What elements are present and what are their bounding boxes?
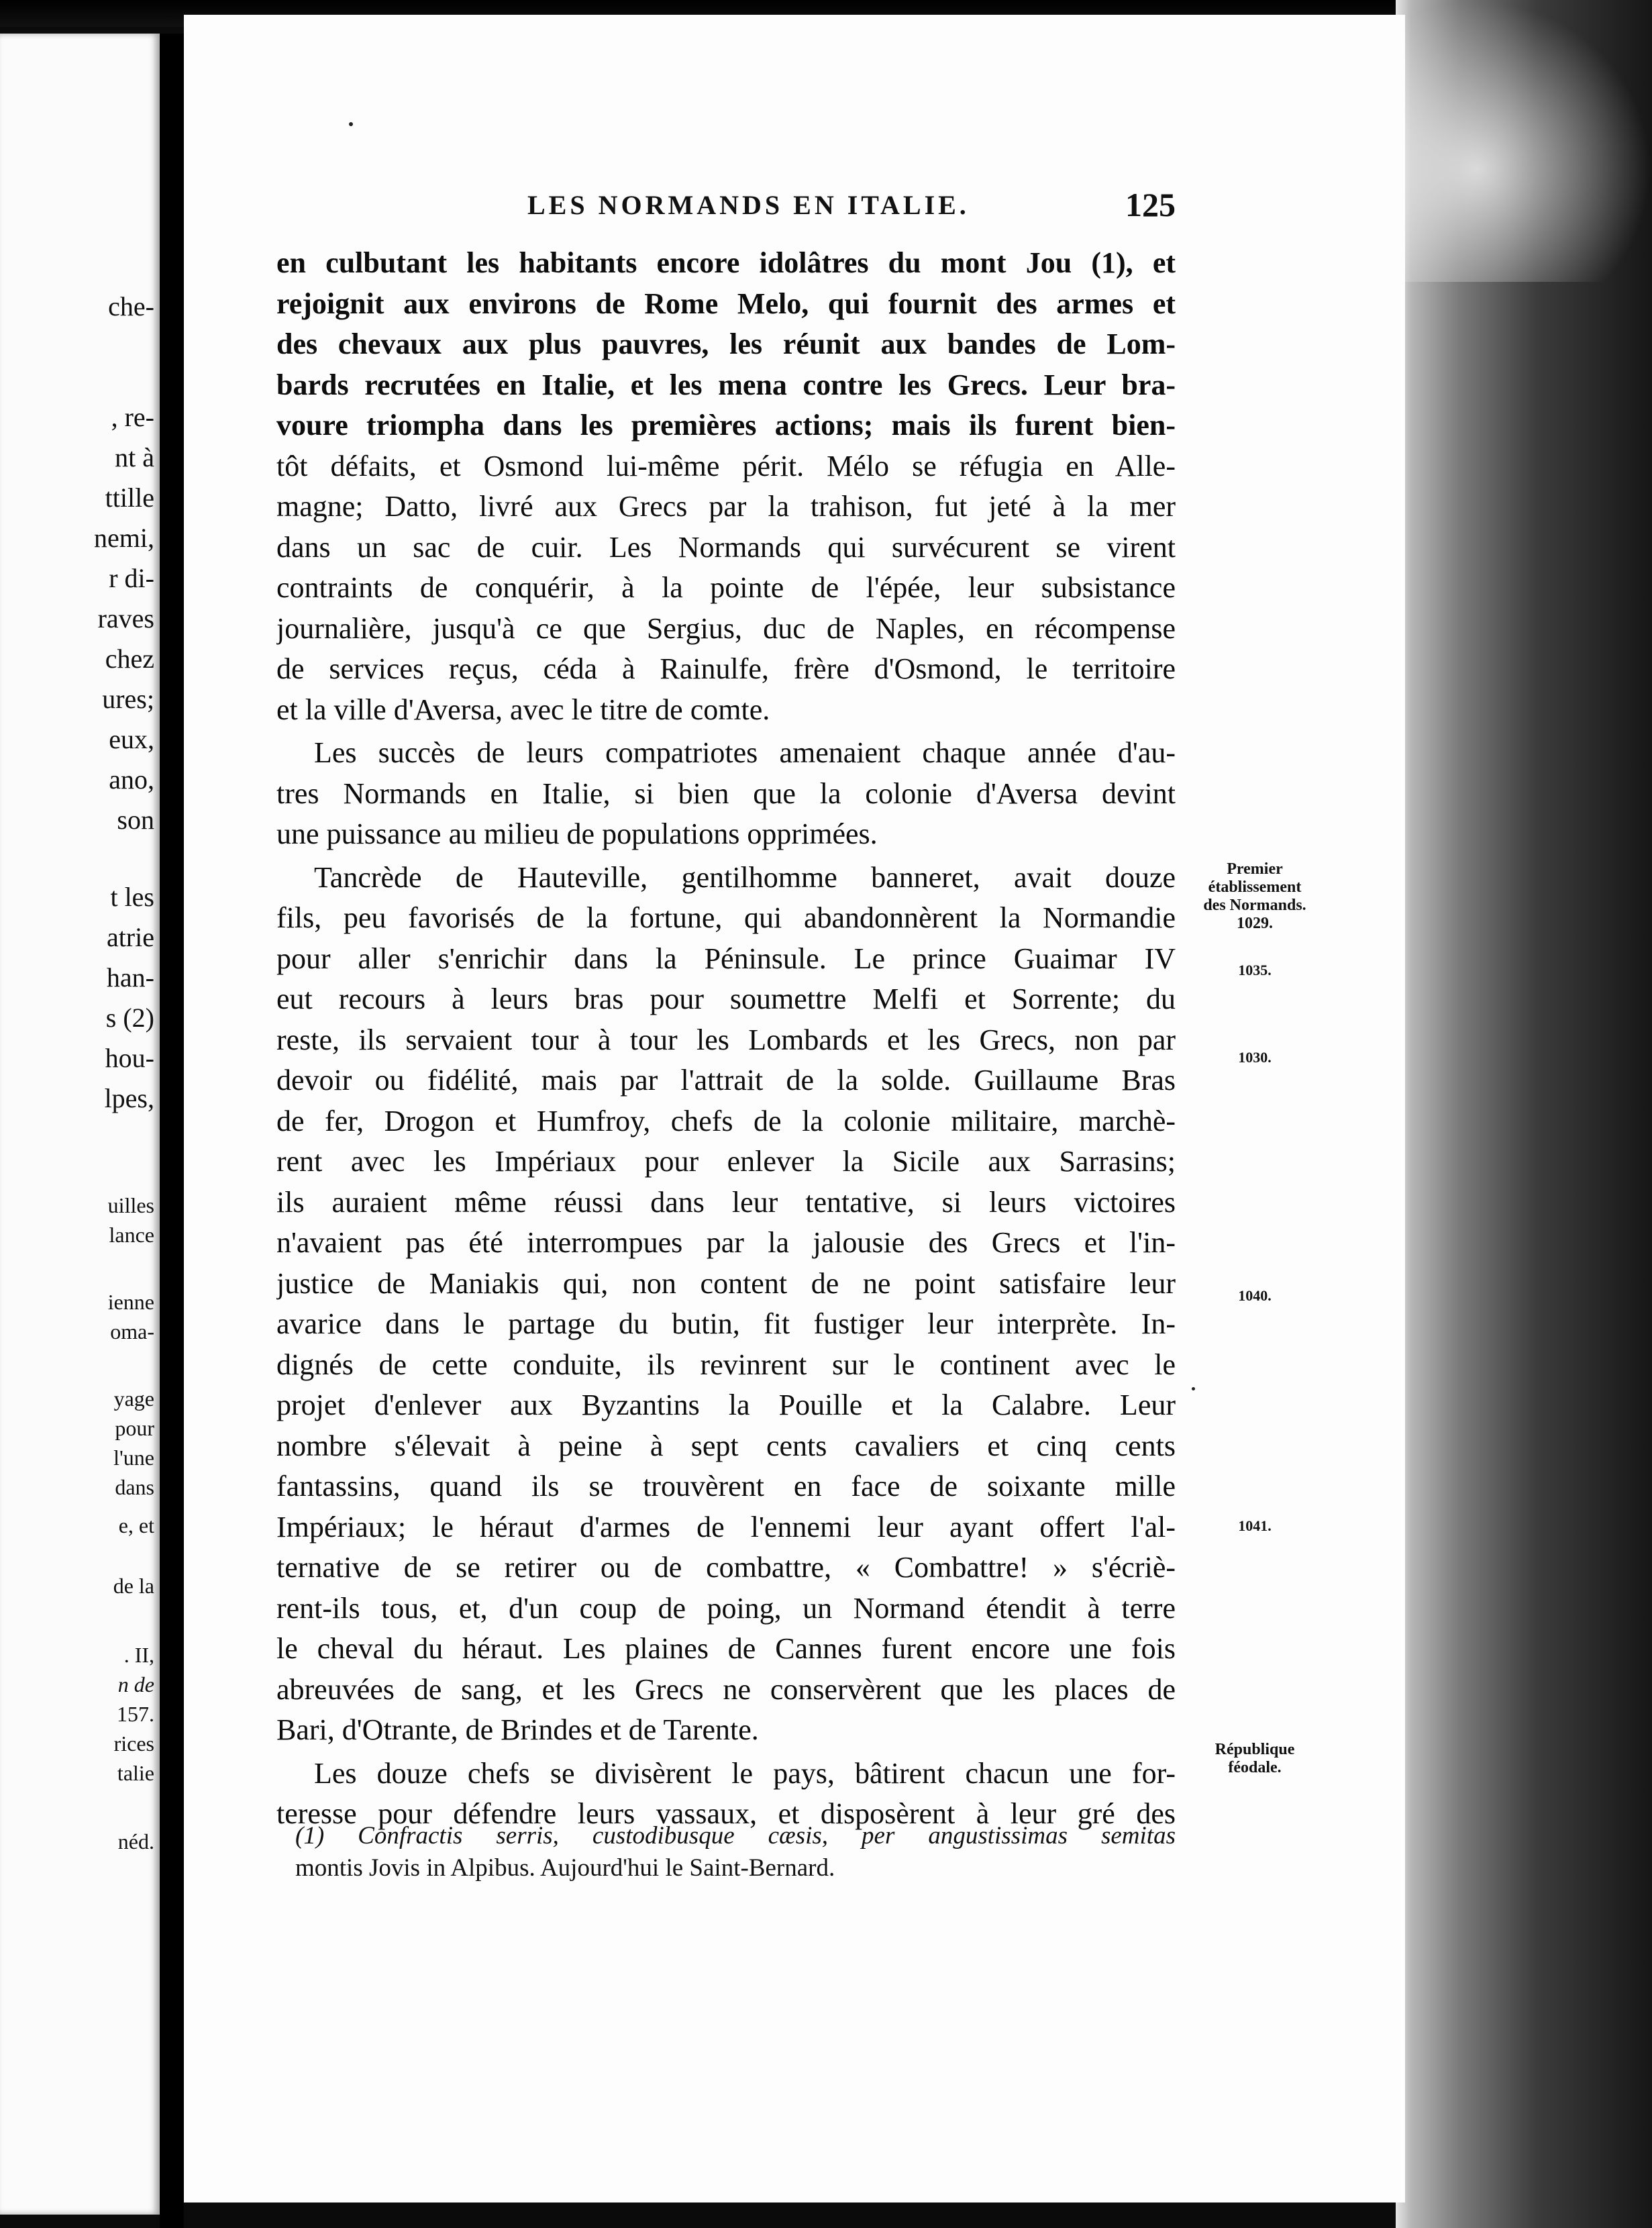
text-line: Les douze chefs se divisèrent le pays, bâtirent chacun une for-	[314, 1756, 1176, 1790]
margin-note-premier-etablissement	[1180, 860, 1330, 933]
text-line: rent avec les Impériaux pour enlever la Sicile aux Sarrasins;	[276, 1145, 1176, 1178]
text-line: dignés de cette conduite, ils revinrent sur le continent avec le	[276, 1348, 1176, 1381]
scan-shadow	[1396, 0, 1652, 2228]
text-line: abreuvées de sang, et les Grecs ne conservèrent que les places de	[276, 1672, 1176, 1706]
left-page-line: néd.	[117, 1829, 154, 1854]
left-page-line: talie	[117, 1761, 154, 1785]
footnote-line: montis Jovis in Alpibus. Aujourd'hui le Saint-Bernard.	[295, 1854, 835, 1882]
margin-note-line: Premier	[1227, 860, 1283, 878]
text-line: justice de Maniakis qui, non content de ne point satisfaire leur	[276, 1266, 1176, 1300]
left-page-line: ures;	[102, 684, 154, 714]
footnote	[295, 1820, 1176, 1884]
text-line: journalière, jusqu'à ce que Sergius, duc de Naples, en récompense	[276, 611, 1176, 645]
margin-note-date: 1041.	[1238, 1517, 1272, 1534]
text-line: magne; Datto, livré aux Grecs par la trahison, fut jeté à la mer	[276, 490, 1176, 523]
left-page-line: hou-	[105, 1043, 154, 1073]
margin-note-republique-feodale	[1180, 1741, 1330, 1777]
margin-note-line: féodale.	[1228, 1759, 1282, 1776]
left-page-line: l'une	[113, 1446, 154, 1470]
text-line: fils, peu favorisés de la fortune, qui abandonnèrent la Normandie	[276, 901, 1176, 934]
left-page-line: uilles	[107, 1193, 154, 1217]
scan-glare	[1402, 0, 1652, 282]
text-line: Tancrède de Hauteville, gentilhomme banneret, avait douze	[314, 860, 1176, 894]
speck	[1192, 1387, 1195, 1390]
left-page-line: atrie	[106, 922, 154, 952]
left-page-line: 157.	[117, 1702, 154, 1726]
left-page-line: r di-	[109, 563, 154, 593]
page-number: 125	[1125, 186, 1176, 223]
text-line: tôt défaits, et Osmond lui-même périt. Mélo se réfugia en Alle-	[276, 449, 1176, 483]
page-header	[346, 186, 1176, 230]
text-line: reste, ils servaient tour à tour les Lombards et les Grecs, non par	[276, 1023, 1176, 1056]
body-text	[276, 243, 1176, 1835]
text-line: le cheval du héraut. Les plaines de Cannes furent encore une fois	[276, 1632, 1176, 1665]
left-page-line: han-	[106, 962, 154, 993]
text-line: bards recrutées en Italie, et les mena contre les Grecs. Leur bra-	[276, 368, 1176, 401]
text-line: Bari, d'Otrante, de Brindes et de Tarente.	[276, 1713, 759, 1746]
left-page-line: t les	[110, 882, 154, 912]
margin-note-line: des Normands.	[1203, 897, 1306, 914]
speck	[349, 122, 353, 126]
text-line: ternative de se retirer ou de combattre, « Combattre! » s'écriè-	[276, 1551, 1176, 1584]
book-gutter	[160, 34, 184, 2228]
footnote-line: (1) Confractis serris, custodibusque cæsis, per angustissimas semitas	[295, 1822, 1176, 1850]
left-page-line: son	[117, 805, 154, 835]
text-line: avarice dans le partage du butin, fit fustiger leur interprète. In-	[276, 1307, 1176, 1340]
text-line: n'avaient pas été interrompues par la jalousie des Grecs et l'in-	[276, 1226, 1176, 1259]
text-line: une puissance au milieu de populations opprimées.	[276, 817, 878, 850]
text-line: dans un sac de cuir. Les Normands qui survécurent se virent	[276, 530, 1176, 564]
text-line: fantassins, quand ils se trouvèrent en face de soixante mille	[276, 1470, 1176, 1503]
left-page-line: yage	[113, 1386, 154, 1411]
left-page-line: dans	[115, 1475, 154, 1499]
text-line: en culbutant les habitants encore idolâtres du mont Jou (1), et	[276, 246, 1176, 279]
left-page-line: lance	[109, 1223, 154, 1247]
margin-note-date: 1030.	[1238, 1049, 1272, 1066]
left-page-line: rices	[113, 1731, 154, 1756]
text-line: devoir ou fidélité, mais par l'attrait de la solde. Guillaume Bras	[276, 1064, 1176, 1097]
text-line: contraints de conquérir, à la pointe de l'épée, leur subsistance	[276, 571, 1176, 604]
text-line: de fer, Drogon et Humfroy, chefs de la colonie militaire, marchè-	[276, 1104, 1176, 1137]
margin-note-line: établissement	[1208, 878, 1302, 896]
text-line: eut recours à leurs bras pour soumettre Melfi et Sorrente; du	[276, 982, 1176, 1015]
left-page-line: pour	[115, 1416, 154, 1440]
margin-note-date: 1035.	[1238, 962, 1272, 978]
margin-note-line: République	[1215, 1741, 1295, 1758]
left-page-line: lpes,	[104, 1083, 154, 1113]
left-page-line: ienne	[107, 1290, 154, 1314]
text-line: des chevaux aux plus pauvres, les réunit aux bandes de Lom-	[276, 327, 1176, 360]
previous-page-fragment	[0, 34, 160, 2215]
text-line: et la ville d'Aversa, avec le titre de comte.	[276, 693, 770, 726]
text-line: projet d'enlever aux Byzantins la Pouille et la Calabre. Leur	[276, 1388, 1176, 1421]
running-title: LES NORMANDS EN ITALIE.	[527, 190, 970, 220]
left-page-line: oma-	[110, 1319, 154, 1344]
text-line: tres Normands en Italie, si bien que la colonie d'Aversa devint	[276, 776, 1176, 810]
left-page-line: chez	[105, 644, 154, 674]
left-page-line: ttille	[105, 483, 154, 513]
text-line: Les succès de leurs compatriotes amenaient chaque année d'au-	[314, 736, 1176, 769]
margin-note-date: 1040.	[1238, 1287, 1272, 1304]
left-page-line: , re-	[111, 402, 154, 432]
left-page-line: ano,	[109, 764, 154, 795]
text-line: teresse pour défendre leurs vassaux, et disposèrent à leur gré des	[276, 1797, 1176, 1830]
left-page-line: eux,	[109, 724, 154, 754]
left-page-line: raves	[97, 603, 154, 634]
left-page-line: de la	[113, 1574, 154, 1598]
left-page-line: . II,	[123, 1643, 154, 1667]
margin-note-date: 1029.	[1237, 915, 1273, 932]
left-page-line: nt à	[115, 442, 154, 472]
left-page-line: n de	[117, 1672, 154, 1697]
text-line: de services reçus, céda à Rainulfe, frère d'Osmond, le territoire	[276, 652, 1176, 685]
left-page-line: che-	[108, 291, 154, 321]
text-line: pour aller s'enrichir dans la Péninsule. Le prince Guaimar IV	[276, 942, 1176, 975]
text-line: rejoignit aux environs de Rome Melo, qui fournit des armes et	[276, 287, 1176, 320]
text-line: ils auraient même réussi dans leur tentative, si leurs victoires	[276, 1185, 1176, 1219]
text-line: rent-ils tous, et, d'un coup de poing, un Normand étendit à terre	[276, 1591, 1176, 1625]
left-page-line: s (2)	[105, 1003, 154, 1033]
text-line: voure triompha dans les premières actions; mais ils furent bien-	[276, 409, 1176, 442]
text-line: nombre s'élevait à peine à sept cents cavaliers et cinq cents	[276, 1429, 1176, 1462]
left-page-line: e, et	[118, 1513, 154, 1537]
left-page-line: nemi,	[94, 523, 154, 553]
text-line: Impériaux; le héraut d'armes de l'ennemi leur ayant offert l'al-	[276, 1510, 1176, 1543]
